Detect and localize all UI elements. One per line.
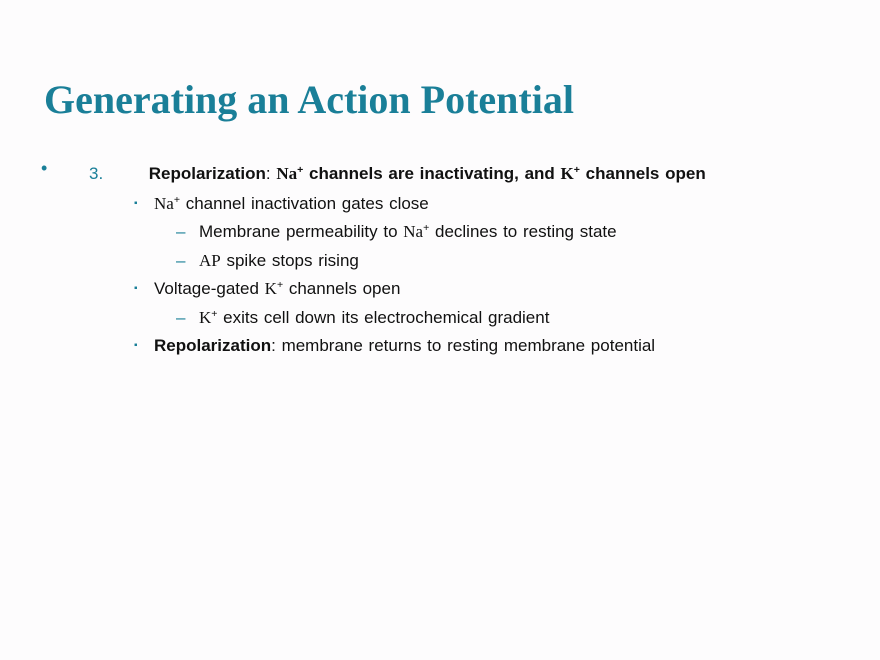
bullet-k-channels: [134, 279, 400, 299]
sub-bullet-charge: +: [211, 308, 218, 321]
lead-bullet: •: [41, 158, 48, 178]
bullet-text: channels open: [288, 279, 401, 298]
bullet-chem: Na: [154, 194, 174, 213]
sub-bullet-chem: AP: [199, 251, 221, 270]
bullet-repolarization: [134, 336, 655, 356]
step-na-charge: +: [297, 164, 304, 177]
sub-bullet-charge: +: [423, 222, 430, 235]
sub-bullet-post: spike stops rising: [226, 251, 359, 270]
bullet-bold-term: Repolarization: [154, 336, 272, 355]
sub-bullet-chem: K: [199, 308, 212, 327]
square-bullet-icon: ▪: [134, 283, 138, 294]
step-mid-text: channels are inactivating, and: [309, 164, 555, 183]
step-heading: [149, 164, 706, 183]
step-line: [89, 164, 706, 184]
sub-bullet-post: declines to resting state: [434, 222, 617, 241]
bullet-charge: +: [173, 194, 180, 207]
sub-bullet-chem: Na: [403, 222, 424, 241]
sub-bullet-post: exits cell down its electrochemical gradient: [223, 308, 550, 327]
step-end-text: channels open: [585, 164, 706, 183]
dash-bullet-icon: –: [176, 251, 186, 270]
step-colon: :: [265, 164, 271, 183]
bullet-pre: Voltage-gated: [154, 279, 259, 298]
sub-bullet-permeability: [176, 222, 617, 242]
step-k-charge: +: [573, 164, 580, 177]
square-bullet-icon: ▪: [134, 198, 138, 209]
bullet-text: channel inactivation gates close: [185, 194, 429, 213]
step-na: Na: [276, 164, 298, 183]
dash-bullet-icon: –: [176, 222, 186, 241]
sub-bullet-pre: Membrane permeability to: [199, 222, 398, 241]
step-number: 3.: [89, 164, 104, 183]
sub-bullet-k-exits: [176, 308, 549, 328]
square-bullet-icon: ▪: [134, 340, 138, 351]
bullet-charge: +: [276, 279, 284, 292]
sub-bullet-ap-spike: [176, 251, 359, 271]
bullet-na-inactivation: [134, 194, 429, 214]
slide-title: Generating an Action Potential: [44, 77, 574, 122]
step-k: K: [560, 164, 574, 183]
bullet-text: : membrane returns to resting membrane potential: [271, 336, 656, 355]
bullet-chem: K: [264, 279, 277, 298]
dash-bullet-icon: –: [176, 308, 186, 327]
step-heading-term: Repolarization: [148, 164, 266, 183]
